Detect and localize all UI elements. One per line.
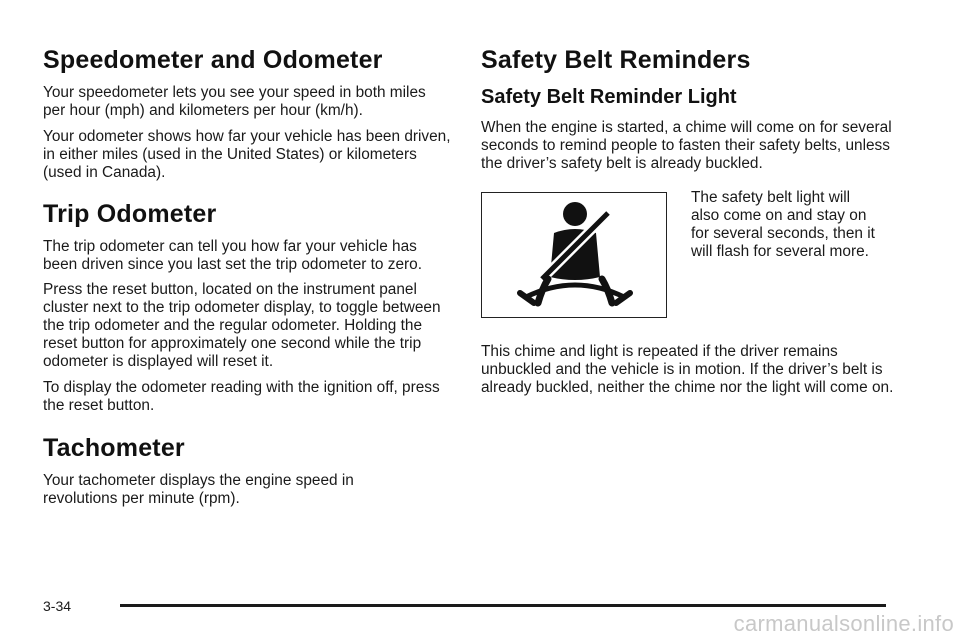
para-speedometer: Your speedometer lets you see your speed in both miles per hour (mph) and kilometers per hour (km/h).	[43, 84, 426, 119]
heading-speedometer-odometer: Speedometer and Odometer	[43, 46, 383, 74]
para-trip-1: The trip odometer can tell you how far your vehicle has been driven since you last set the trip odometer to zero.	[43, 238, 422, 273]
subheading-safety-belt-light: Safety Belt Reminder Light	[481, 86, 737, 108]
para-tachometer: Your tachometer displays the engine speed in revolutions per minute (rpm).	[43, 472, 354, 507]
para-trip-3: To display the odometer reading with the ignition off, press the reset button.	[43, 379, 440, 414]
seatbelt-figure	[481, 192, 667, 318]
para-odometer: Your odometer shows how far your vehicle has been driven, in either miles (used in the United States) or kilometers (used in Canada).	[43, 128, 451, 181]
para-trip-2: Press the reset button, located on the instrument panel cluster next to the trip odometer display, to toggle between the trip odometer and the regular odometer. Holding the reset button for approximately one second while the trip odometer is displayed will reset it.	[43, 281, 441, 370]
heading-safety-belt-reminders: Safety Belt Reminders	[481, 46, 751, 74]
heading-tachometer: Tachometer	[43, 434, 185, 462]
figure-caption: The safety belt light will also come on and stay on for several seconds, then it will flash for several more.	[691, 189, 875, 260]
footer-rule	[120, 604, 886, 607]
seatbelt-icon	[482, 193, 668, 319]
para-safety-belt-1: When the engine is started, a chime will come on for several seconds to remind people to fasten their safety belts, unless the driver’s safety belt is already buckled.	[481, 119, 892, 172]
heading-trip-odometer: Trip Odometer	[43, 200, 217, 228]
para-safety-belt-2: This chime and light is repeated if the driver remains unbuckled and the vehicle is in motion. If the driver’s belt is already buckled, neither the chime nor the light will come on.	[481, 343, 894, 396]
watermark: carmanualsonline.info	[733, 611, 954, 636]
page-number: 3-34	[43, 598, 72, 614]
